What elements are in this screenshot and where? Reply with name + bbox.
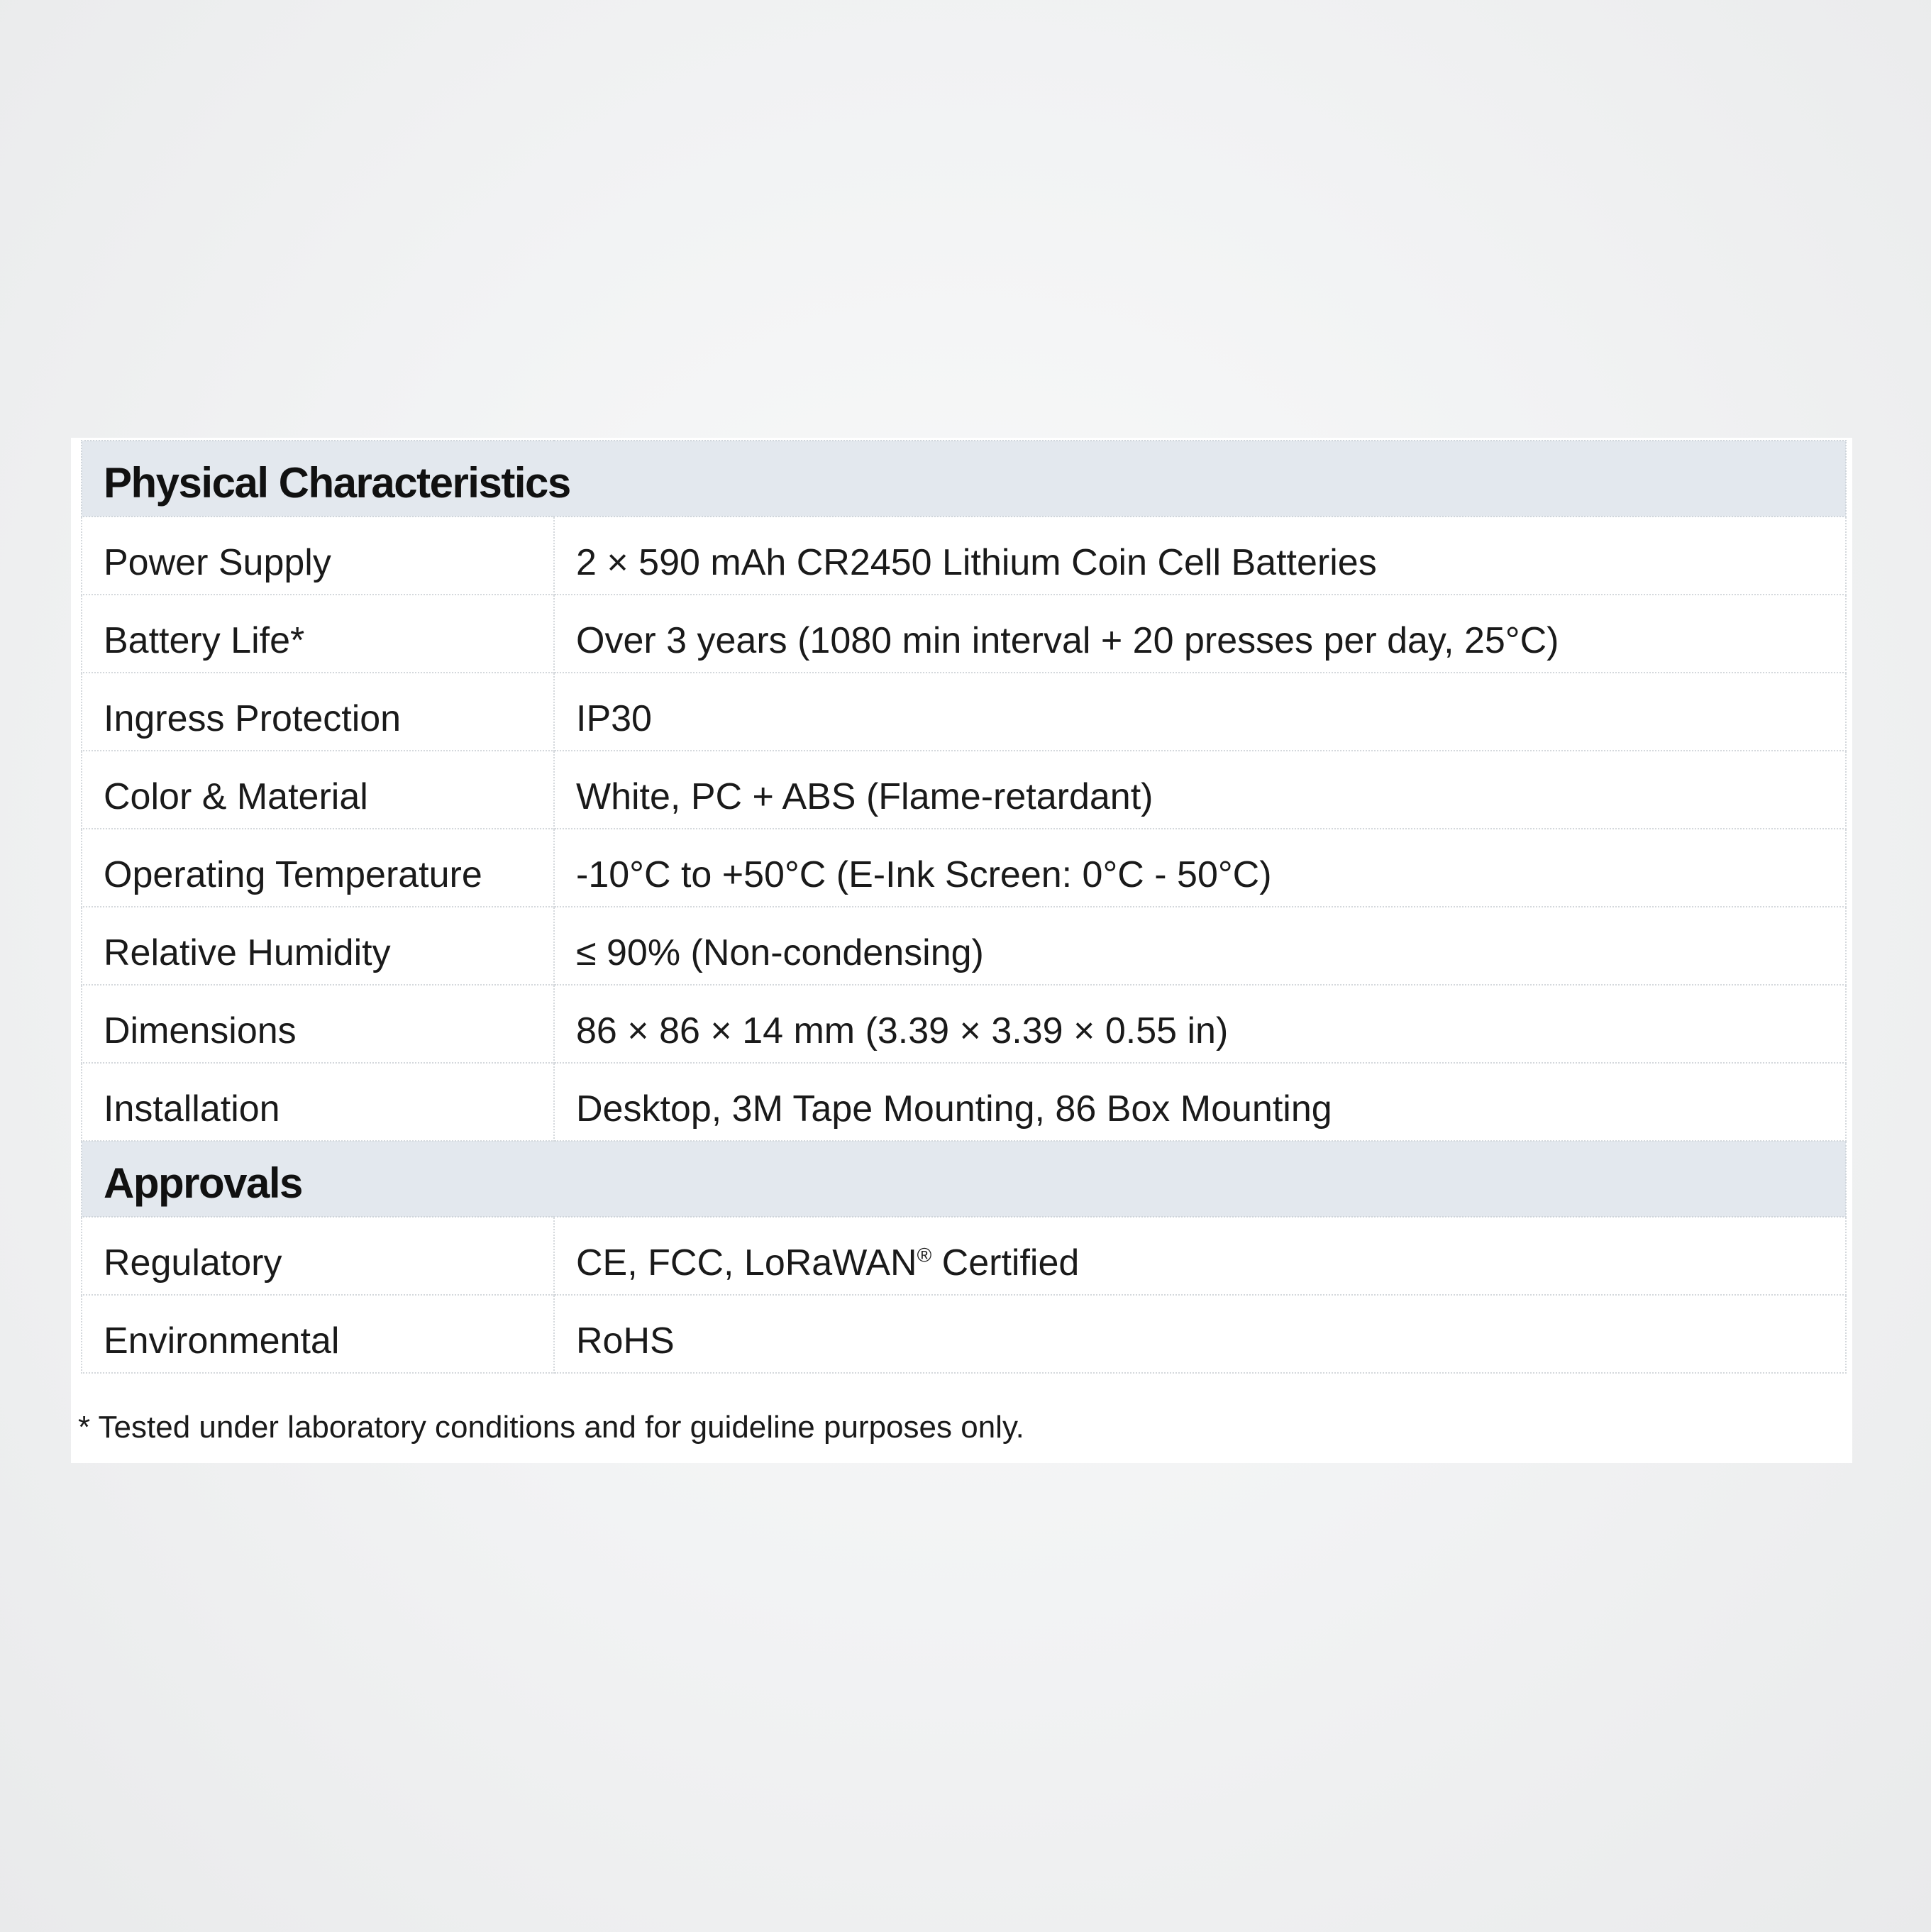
section-header-approvals — [82, 1141, 1846, 1217]
section-header-physical — [82, 441, 1846, 517]
spec-label: Regulatory — [82, 1217, 554, 1295]
spec-card — [71, 438, 1852, 1463]
table-row-installation — [82, 1063, 1846, 1141]
spec-value: -10°C to +50°C (E-Ink Screen: 0°C - 50°C) — [554, 829, 1846, 907]
spec-label: Dimensions — [82, 985, 554, 1063]
spec-value: IP30 — [554, 673, 1846, 751]
spec-value: Desktop, 3M Tape Mounting, 86 Box Mounting — [554, 1063, 1846, 1141]
table-row-color-material — [82, 751, 1846, 829]
table-row-operating-temperature — [82, 829, 1846, 907]
spec-value — [554, 1217, 1846, 1295]
spec-label: Power Supply — [82, 517, 554, 595]
table-row-dimensions — [82, 985, 1846, 1063]
table-row-environmental — [82, 1295, 1846, 1373]
regulatory-suffix: Certified — [931, 1242, 1080, 1284]
spec-value: 2 × 590 mAh CR2450 Lithium Coin Cell Batteries — [554, 517, 1846, 595]
regulatory-prefix: CE, FCC, LoRaWAN — [576, 1242, 917, 1284]
section-title-physical: Physical Characteristics — [82, 441, 1846, 517]
table-row-relative-humidity — [82, 907, 1846, 985]
spec-value: RoHS — [554, 1295, 1846, 1373]
table-row-power-supply — [82, 517, 1846, 595]
spec-label: Environmental — [82, 1295, 554, 1373]
spec-label: Relative Humidity — [82, 907, 554, 985]
footnote: * Tested under laboratory conditions and for guideline purposes only. — [78, 1410, 1024, 1445]
section-title-approvals: Approvals — [82, 1141, 1846, 1217]
spec-value: ≤ 90% (Non-condensing) — [554, 907, 1846, 985]
spec-value: White, PC + ABS (Flame-retardant) — [554, 751, 1846, 829]
table-row-battery-life — [82, 595, 1846, 673]
spec-label: Installation — [82, 1063, 554, 1141]
table-row-ingress-protection — [82, 673, 1846, 751]
table-row-regulatory — [82, 1217, 1846, 1295]
spec-label: Ingress Protection — [82, 673, 554, 751]
spec-label: Color & Material — [82, 751, 554, 829]
spec-label: Operating Temperature — [82, 829, 554, 907]
spec-value: 86 × 86 × 14 mm (3.39 × 3.39 × 0.55 in) — [554, 985, 1846, 1063]
registered-mark: ® — [917, 1244, 932, 1266]
spec-label: Battery Life* — [82, 595, 554, 673]
spec-value: Over 3 years (1080 min interval + 20 presses per day, 25°C) — [554, 595, 1846, 673]
spec-table — [81, 440, 1847, 1374]
